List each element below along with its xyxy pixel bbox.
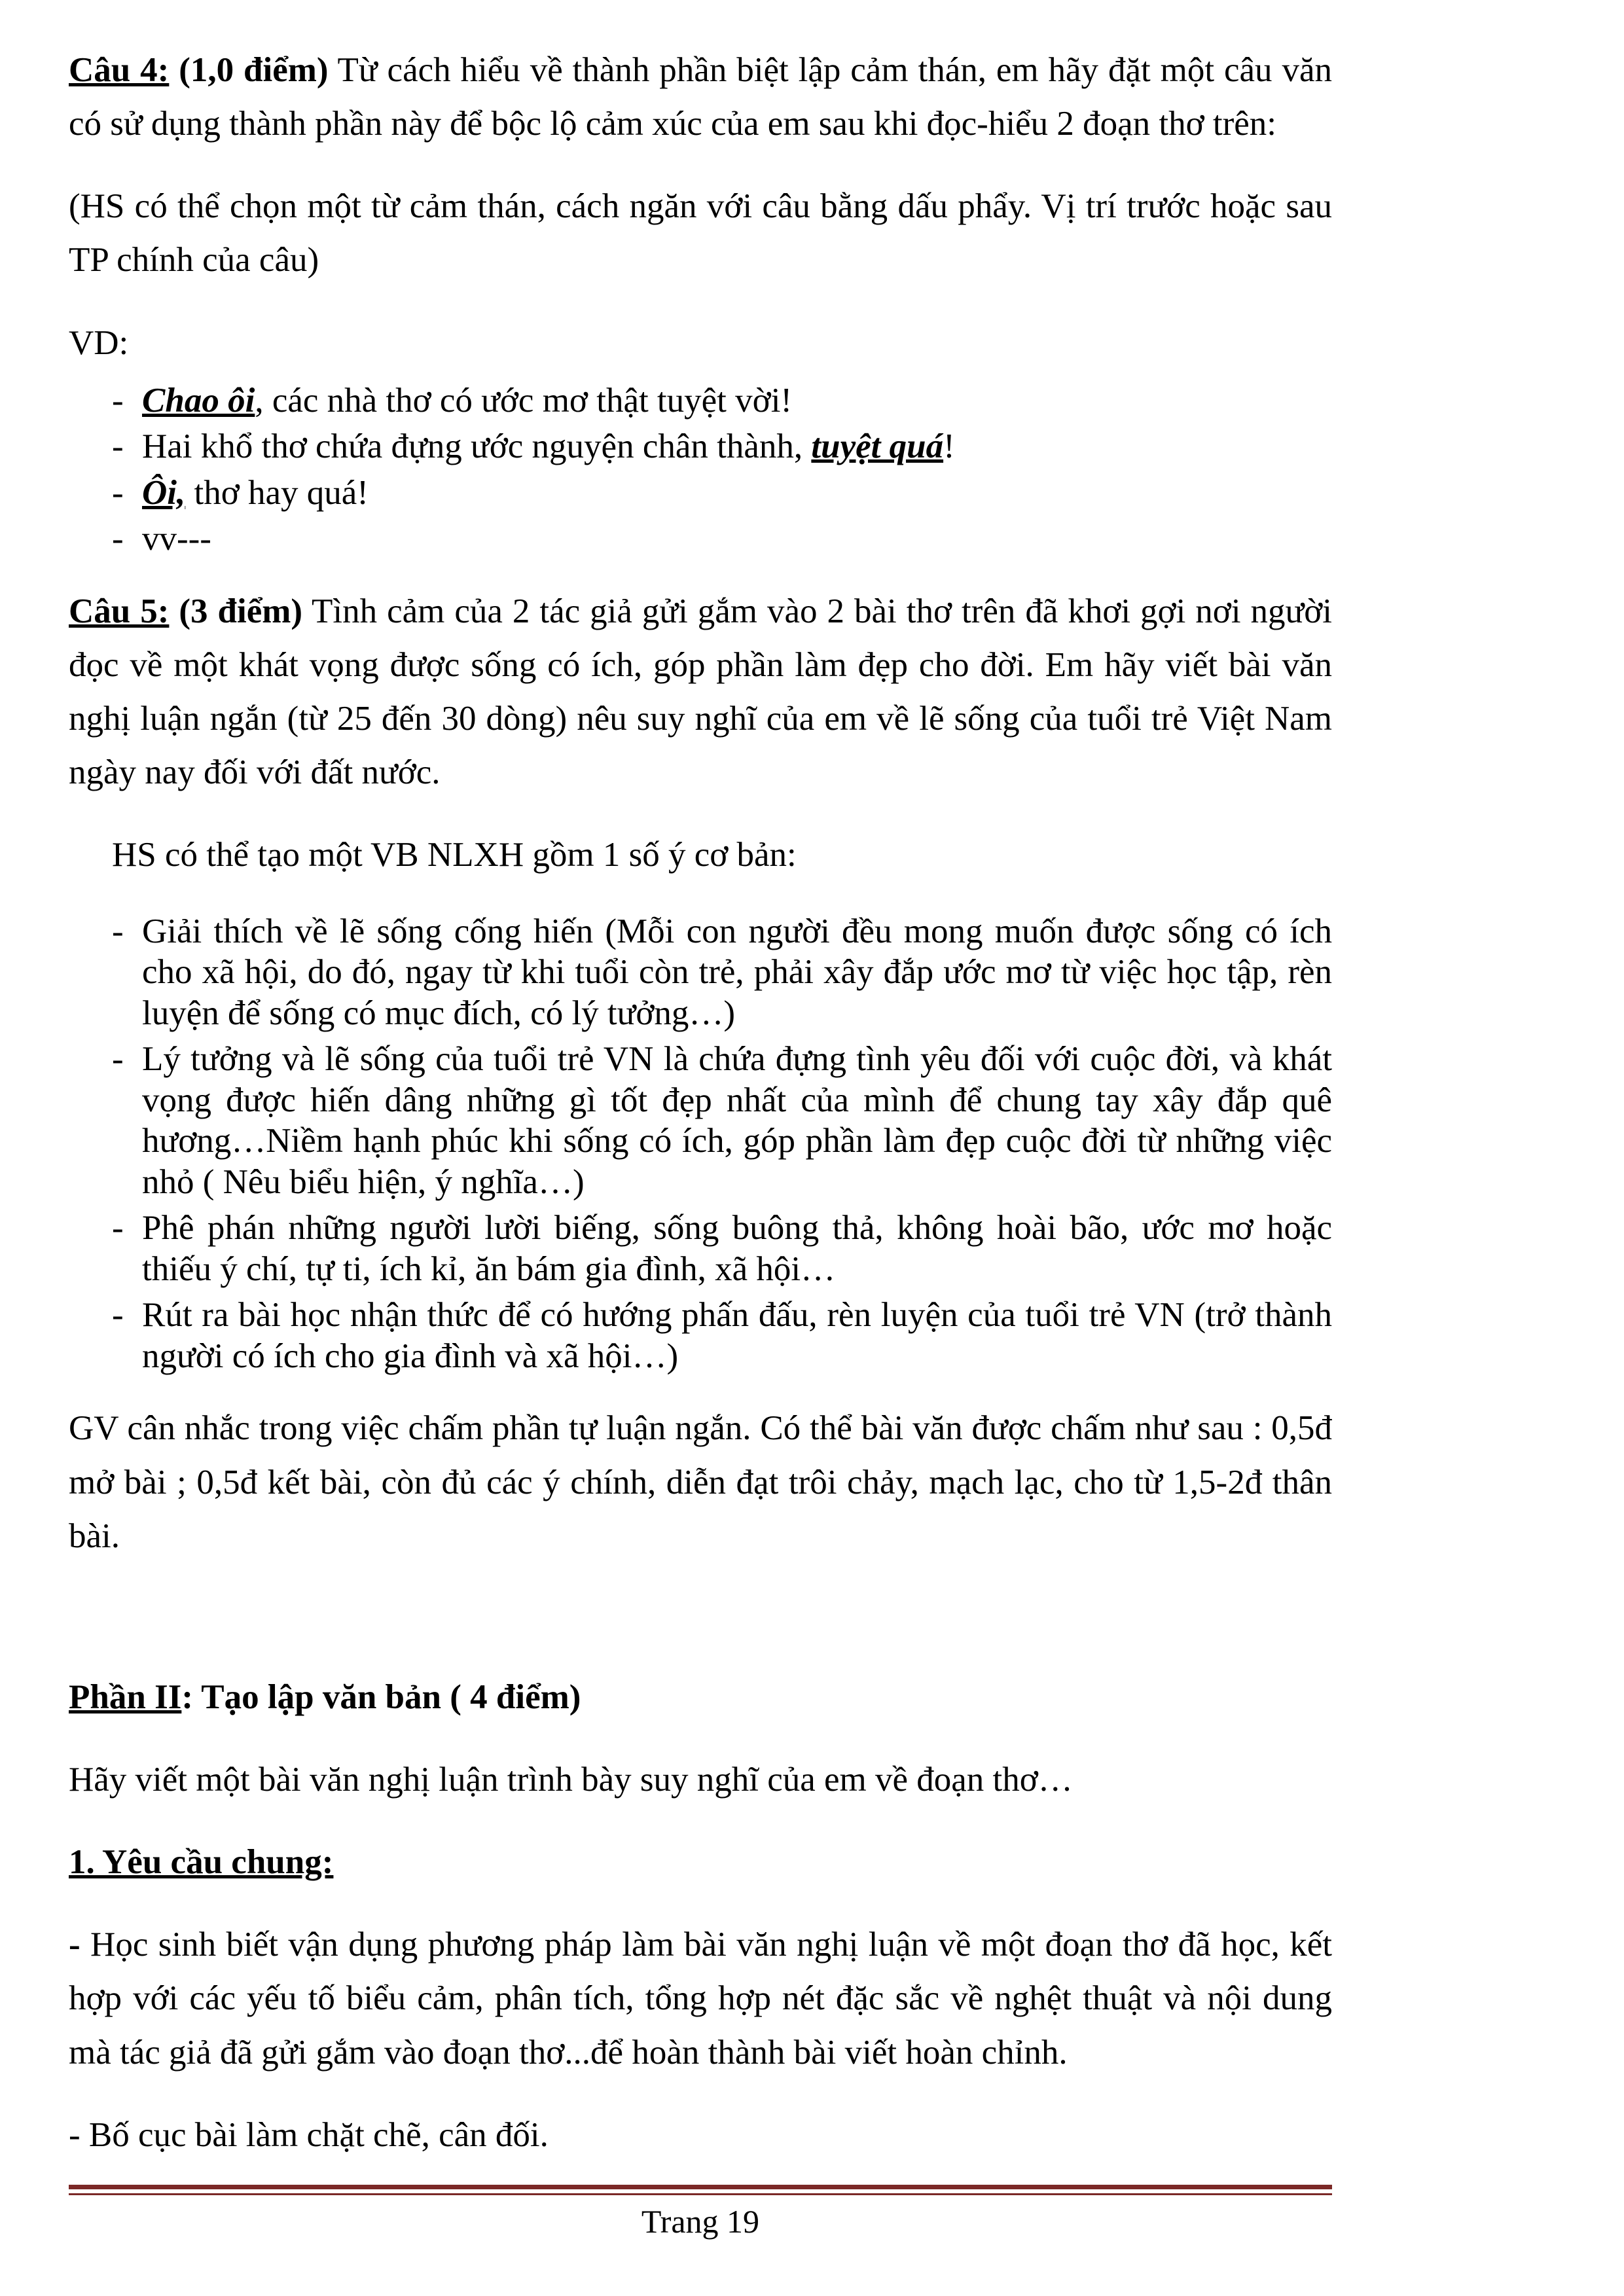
- question-5-paragraph: [69, 584, 1332, 800]
- requirement-2: - Bố cục bài làm chặt chẽ, cân đối.: [69, 2115, 549, 2154]
- example-pre: Hai khổ thơ chứa đựng ước nguyện chân thành,: [142, 427, 812, 466]
- answer-text: Phê phán những người lười biếng, sống buông thả, không hoài bão, ước mơ hoặc thiếu ý chí, tự ti, ích kỉ, ăn bám gia đình, xã hội…: [142, 1209, 1332, 1288]
- question-4-example-list: [69, 380, 1332, 560]
- example-item: [112, 426, 1332, 467]
- requirement-1: [69, 1918, 1332, 2079]
- answer-item: [112, 911, 1332, 1034]
- question-5-points: (3 điểm): [169, 592, 303, 630]
- question-5-answer-list: [69, 911, 1332, 1377]
- part-2-label: Phần II: [69, 1677, 182, 1716]
- requirement-1-text: Học sinh biết vận dụng phương pháp làm bài văn nghị luận về một đoạn thơ đã học, kết hợp với các yếu tố biểu cảm, phân tích, tổng hợp nét đặc sắc về nghệt thuật và nội dung mà tác giả đã gửi gắm vào đoạn thơ...để hoàn thành bài viết hoàn chỉnh.: [69, 1926, 1332, 2072]
- question-4-label: Câu 4:: [69, 51, 170, 89]
- answer-item: [112, 1208, 1332, 1289]
- footer-rule: [69, 2185, 1332, 2195]
- question-4-note: (HS có thể chọn một từ cảm thán, cách ngăn với câu bằng dấu phẩy. Vị trí trước hoặc sau TP chính của câu): [69, 187, 1332, 279]
- question-5-label: Câu 5:: [69, 592, 170, 630]
- example-heading: VD:: [69, 323, 129, 362]
- part-2-heading: [69, 1670, 1332, 1724]
- requirements-heading: [69, 1835, 1332, 1889]
- answer-text: Rút ra bài học nhận thức để có hướng phấn đấu, rèn luyện của tuổi trẻ VN (trở thành người có ích cho gia đình và xã hội…): [142, 1296, 1332, 1375]
- dash-marker: -: [112, 520, 124, 558]
- example-emphasis: Ôi,: [142, 473, 186, 512]
- question-5-intro: HS có thể tạo một VB NLXH gồm 1 số ý cơ bản:: [112, 836, 797, 874]
- example-text: [142, 518, 1332, 560]
- example-text: [142, 380, 1332, 422]
- document-content: [69, 43, 1332, 2191]
- example-post: !: [943, 427, 955, 466]
- example-text: [142, 473, 1332, 514]
- page-footer: [69, 2185, 1332, 2243]
- grading-note: GV cân nhắc trong việc chấm phần tự luận ngắn. Có thể bài văn được chấm như sau : 0,5đ mở bài ; 0,5đ kết bài, còn đủ các ý chính, diễn đạt trôi chảy, mạch lạc, cho từ 1,5-2đ thân bài.: [69, 1409, 1332, 1555]
- question-4-paragraph: [69, 43, 1332, 151]
- part-2-title: : Tạo lập văn bản ( 4 điểm): [181, 1677, 581, 1716]
- dash-marker: -: [112, 1040, 124, 1079]
- example-post: , các nhà thơ có ước mơ thật tuyệt vời!: [255, 381, 793, 420]
- answer-item: [112, 1039, 1332, 1202]
- section-gap: [69, 1592, 1332, 1670]
- example-item: [112, 518, 1332, 560]
- answer-text: Lý tưởng và lẽ sống của tuổi trẻ VN là chứa đựng tình yêu đối với cuộc đời, và khát vọng được hiến dâng những gì tốt đẹp nhất của mình để chung tay xây đắp quê hương…Niềm hạnh phúc khi sống có ích, góp phần làm đẹp cuộc đời từ những việc nhỏ ( Nêu biểu hiện, ý nghĩa…): [142, 1040, 1332, 1201]
- example-emphasis: tuyệt quá: [811, 427, 944, 466]
- part-2-intro: Hãy viết một bài văn nghị luận trình bày suy nghĩ của em về đoạn thơ…: [69, 1760, 1073, 1799]
- dash-marker: -: [112, 912, 124, 950]
- page-number: Trang 19: [641, 2203, 760, 2240]
- example-item: [112, 473, 1332, 514]
- question-4-text: Từ cách hiểu về thành phần biệt lập cảm thán, em hãy đặt một câu văn có sử dụng thành phần này để bộc lộ cảm xúc của em sau khi đọc-hiểu 2 đoạn thơ trên:: [69, 51, 1332, 143]
- dash-marker: -: [112, 1296, 124, 1335]
- dash-marker: -: [112, 427, 124, 466]
- example-post: thơ hay quá!: [185, 473, 369, 512]
- answer-item: [112, 1295, 1332, 1376]
- question-4-points: (1,0 điểm): [169, 51, 329, 89]
- example-text: [142, 426, 1332, 467]
- dash-marker: -: [112, 473, 124, 512]
- requirements-heading-label: 1. Yêu cầu chung:: [69, 1843, 334, 1882]
- dash-marker: -: [112, 381, 124, 420]
- example-pre: vv---: [142, 520, 211, 558]
- answer-text: Giải thích về lẽ sống cống hiến (Mỗi con người đều mong muốn được sống có ích cho xã hội, do đó, ngay từ khi tuổi còn trẻ, phải xây đắp ước mơ từ việc học tập, rèn luyện để sống có mục đích, có lý tưởng…): [142, 912, 1332, 1032]
- dash-marker: -: [112, 1209, 124, 1247]
- question-5-text: Tình cảm của 2 tác giả gửi gắm vào 2 bài thơ trên đã khơi gợi nơi người đọc về một khát vọng được sống có ích, góp phần làm đẹp cho đời. Em hãy viết bài văn nghị luận ngắn (từ 25 đến 30 dòng) nêu suy nghĩ của em về lẽ sống của tuổi trẻ Việt Nam ngày nay đối với đất nước.: [69, 592, 1332, 792]
- example-emphasis: Chao ôi: [142, 381, 255, 420]
- example-item: [112, 380, 1332, 422]
- requirement-1-dash: -: [69, 1926, 81, 1964]
